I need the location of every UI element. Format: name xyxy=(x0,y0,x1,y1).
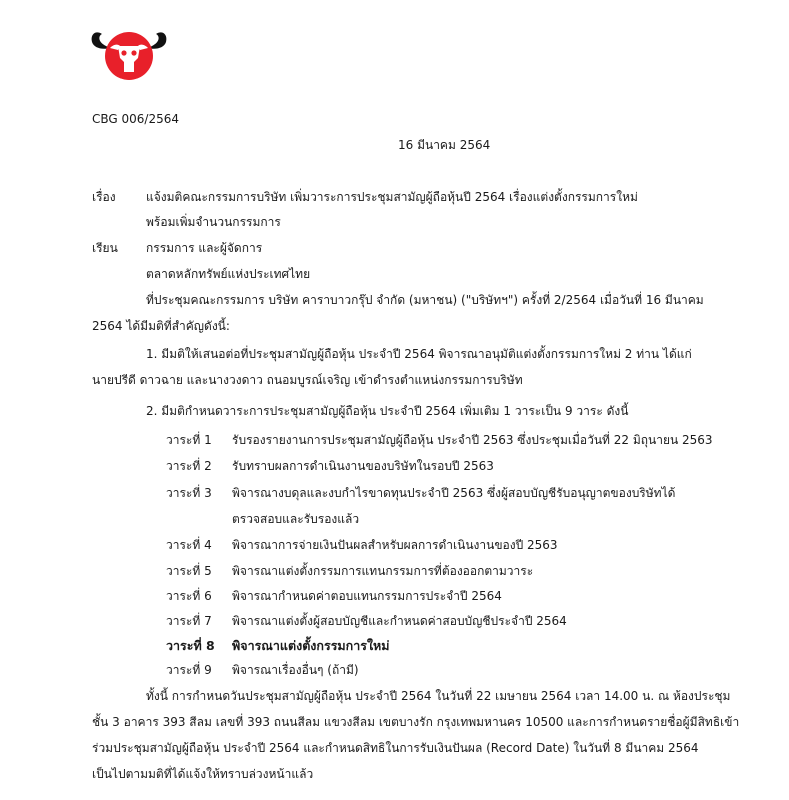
resolution-2: 2. มีมติกำหนดวาระการประชุมสามัญผู้ถือหุ้น ประจำปี 2564 เพิ่มเติม 1 วาระเป็น 9 วาระ ดังนี้ xyxy=(146,404,629,418)
recipient-line-1: กรรมการ และผู้จัดการ xyxy=(146,241,263,255)
agenda-4-label: วาระที่ 4 xyxy=(166,538,212,552)
agenda-3-text: พิจารณางบดุลและงบกำไรขาดทุนประจำปี 2563 ซึ่งผู้สอบบัญชีรับอนุญาตของบริษัทได้ xyxy=(232,486,676,500)
agenda-7-text: พิจารณาแต่งตั้งผู้สอบบัญชีและกำหนดค่าสอบบัญชีประจำปี 2564 xyxy=(232,614,567,628)
resolution-1-line-2: นายปรีดี ดาวฉาย และนางวงดาว ถนอมบูรณ์เจริญ เข้าดำรงตำแหน่งกรรมการบริษัท xyxy=(92,373,523,387)
agenda-6-label: วาระที่ 6 xyxy=(166,589,212,603)
agenda-2-text: รับทราบผลการดำเนินงานของบริษัทในรอบปี 2563 xyxy=(232,459,494,473)
intro-line-1: ที่ประชุมคณะกรรมการ บริษัท คาราบาวกรุ๊ป จำกัด (มหาชน) ("บริษัทฯ") ครั้งที่ 2/2564 เมื่อวันที่ 16 มีนาคม xyxy=(146,293,704,307)
closing-line-4: เป็นไปตามมติที่ได้แจ้งให้ทราบล่วงหน้าแล้ว xyxy=(92,767,314,781)
agenda-9-text: พิจารณาเรื่องอื่นๆ (ถ้ามี) xyxy=(232,663,359,677)
document-number: CBG 006/2564 xyxy=(92,112,179,126)
agenda-9-label: วาระที่ 9 xyxy=(166,663,212,677)
agenda-1-label: วาระที่ 1 xyxy=(166,433,212,447)
agenda-3-label: วาระที่ 3 xyxy=(166,486,212,500)
agenda-5-label: วาระที่ 5 xyxy=(166,564,212,578)
resolution-1-line-1: 1. มีมติให้เสนอต่อที่ประชุมสามัญผู้ถือหุ้น ประจำปี 2564 พิจารณาอนุมัติแต่งตั้งกรรมการใหม่ 2 ท่าน ได้แก่ xyxy=(146,347,692,361)
agenda-8-label: วาระที่ 8 xyxy=(166,638,215,653)
closing-line-3: ร่วมประชุมสามัญผู้ถือหุ้น ประจำปี 2564 และกำหนดสิทธิในการรับเงินปันผล (Record Date) ในวันที่ 8 มีนาคม 2564 xyxy=(92,741,699,755)
agenda-6-text: พิจารณากำหนดค่าตอบแทนกรรมการประจำปี 2564 xyxy=(232,589,502,603)
agenda-5-text: พิจารณาแต่งตั้งกรรมการแทนกรรมการที่ต้องออกตามวาระ xyxy=(232,564,534,578)
agenda-1-text: รับรองรายงานการประชุมสามัญผู้ถือหุ้น ประจำปี 2563 ซึ่งประชุมเมื่อวันที่ 22 มิถุนายน 2563 xyxy=(232,433,713,447)
agenda-3-text-2: ตรวจสอบและรับรองแล้ว xyxy=(232,512,360,526)
agenda-4-text: พิจารณาการจ่ายเงินปันผลสำหรับผลการดำเนินงานของปี 2563 xyxy=(232,538,558,552)
subject-label: เรื่อง xyxy=(92,190,116,204)
agenda-7-label: วาระที่ 7 xyxy=(166,614,212,628)
closing-line-2: ชั้น 3 อาคาร 393 สีลม เลขที่ 393 ถนนสีลม แขวงสีลม เขตบางรัก กรุงเทพมหานคร 10500 และการกำหนดรายชื่อผู้มีสิทธิเข้า xyxy=(92,715,740,729)
letter-date: 16 มีนาคม 2564 xyxy=(398,138,491,152)
recipient-line-2: ตลาดหลักทรัพย์แห่งประเทศไทย xyxy=(146,267,311,281)
subject-line-2: พร้อมเพิ่มจำนวนกรรมการ xyxy=(146,215,281,229)
bull-skull-logo-icon xyxy=(88,28,170,84)
recipient-label: เรียน xyxy=(92,241,118,255)
subject-line-1: แจ้งมติคณะกรรมการบริษัท เพิ่มวาระการประชุมสามัญผู้ถือหุ้นปี 2564 เรื่องแต่งตั้งกรรมการใหม่ xyxy=(146,190,638,204)
closing-line-1: ทั้งนี้ การกำหนดวันประชุมสามัญผู้ถือหุ้น ประจำปี 2564 ในวันที่ 22 เมษายน 2564 เวลา 14.00 น. ณ ห้องประชุม xyxy=(146,689,731,703)
agenda-2-label: วาระที่ 2 xyxy=(166,459,212,473)
intro-line-2: 2564 ได้มีมติที่สำคัญดังนี้: xyxy=(92,319,230,333)
agenda-8-text: พิจารณาแต่งตั้งกรรมการใหม่ xyxy=(232,638,390,653)
